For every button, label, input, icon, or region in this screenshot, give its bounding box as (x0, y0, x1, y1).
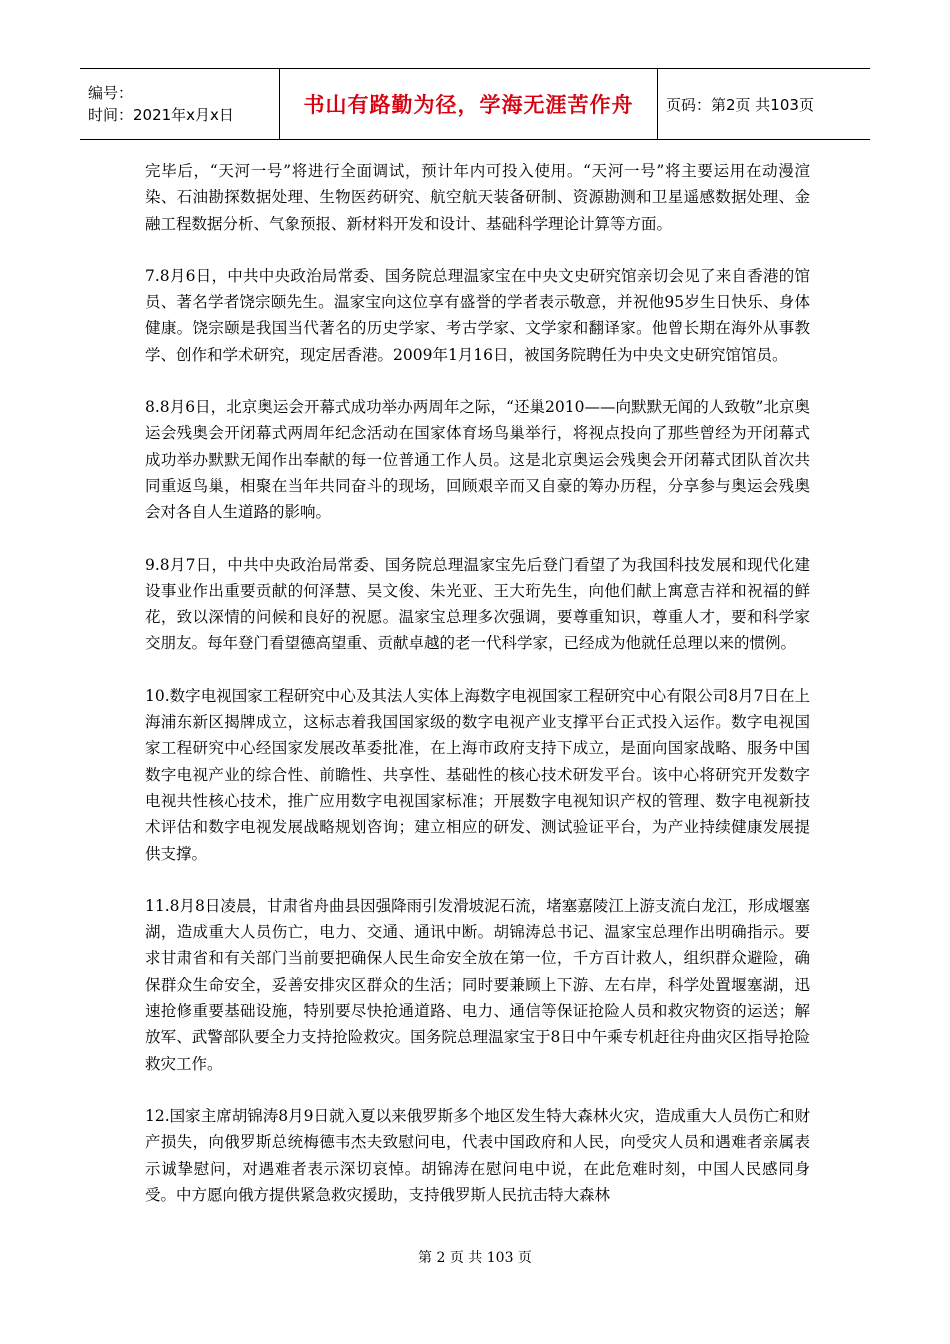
document-body (145, 158, 810, 1234)
header-meta (80, 69, 280, 139)
paragraph: 7.8月6日，中共中央政治局常委、国务院总理温家宝在中央文史研究馆亲切会见了来自香港的馆员、著名学者饶宗颐先生。温家宝向这位享有盛誉的学者表示敬意，并祝他95岁生日快乐、身体健康。饶宗颐是我国当代著名的历史学家、考古学家、文学家和翻译家。他曾长期在海外从事教学、创作和学术研究，现定居香港。2009年1月16日，被国务院聘任为中央文史研究馆馆员。 (145, 266, 810, 364)
document-number-label: 编号： (88, 84, 134, 102)
page-header (80, 68, 870, 140)
paragraph: 8.8月6日，北京奥运会开幕式成功举办两周年之际，“还巢2010——向默默无闻的人致敬”北京奥运会残奥会开闭幕式两周年纪念活动在国家体育场鸟巢举行，将视点投向了那些曾经为开闭幕式成功举办默默无闻作出奉献的每一位普通工作人员。这是北京奥运会残奥会开闭幕式团队首次共同重返鸟巢，相聚在当年共同奋斗的现场，回顾艰辛而又自豪的筹办历程，分享参与奥运会残奥会对各自人生道路的影响。 (145, 398, 810, 522)
paragraph: 12.国家主席胡锦涛8月9日就入夏以来俄罗斯多个地区发生特大森林火灾，造成重大人员伤亡和财产损失，向俄罗斯总统梅德韦杰夫致慰问电，代表中国政府和人民，向受灾人员和遇难者亲属表示诚挚慰问，对遇难者表示深切哀悼。胡锦涛在慰问电中说，在此危难时刻，中国人民感同身受。中方愿向俄方提供紧急救灾援助，支持俄罗斯人民抗击特大森林 (145, 1106, 810, 1204)
paragraph: 完毕后，“天河一号”将进行全面调试，预计年内可投入使用。“天河一号”将主要运用在动漫渲染、石油勘探数据处理、生物医药研究、航空航天装备研制、资源勘测和卫星遥感数据处理、金融工程数据分析、气象预报、新材料开发和设计、基础科学理论计算等方面。 (145, 162, 810, 233)
page-footer (0, 1247, 950, 1267)
header-motto: 书山有路勤为径，学海无涯苦作舟 (303, 93, 634, 117)
paragraph: 10.数字电视国家工程研究中心及其法人实体上海数字电视国家工程研究中心有限公司8月7日在上海浦东新区揭牌成立，这标志着我国国家级的数字电视产业支撑平台正式投入运作。数字电视国家工程研究中心经国家发展改革委批准，在上海市政府支持下成立，是面向国家战略、服务中国数字电视产业的综合性、前瞻性、共享性、基础性的核心技术研发平台。该中心将研究开发数字电视共性核心技术，推广应用数字电视国家标准；开展数字电视知识产权的管理、数字电视新技术评估和数字电视发展战略规划咨询；建立相应的研发、测试验证平台，为产业持续健康发展提供支撑。 (145, 686, 810, 863)
header-page-info: 页码：第2页 共103页 (666, 95, 814, 114)
header-page-info-cell (658, 69, 870, 139)
header-motto-cell (280, 69, 658, 139)
paragraph: 9.8月7日，中共中央政治局常委、国务院总理温家宝先后登门看望了为我国科技发展和现代化建设事业作出重要贡献的何泽慧、吴文俊、朱光亚、王大珩先生，向他们献上寓意吉祥和祝福的鲜花，致以深情的问候和良好的祝愿。温家宝总理多次强调，要尊重知识，尊重人才，要和科学家交朋友。每年登门看望德高望重、贡献卓越的老一代科学家，已经成为他就任总理以来的惯例。 (145, 555, 810, 653)
footer-page-number: 第 2 页 共 103 页 (418, 1250, 532, 1266)
paragraph: 11.8月8日凌晨，甘肃省舟曲县因强降雨引发滑坡泥石流，堵塞嘉陵江上游支流白龙江，形成堰塞湖，造成重大人员伤亡，电力、交通、通讯中断。胡锦涛总书记、温家宝总理作出明确指示。要求甘肃省和有关部门当前要把确保人民生命安全放在第一位，千方百计救人，组织群众避险，确保群众生命安全，妥善安排灾区群众的生活；同时要兼顾上下游、左右岸，科学处置堰塞湖，迅速抢修重要基础设施，特别要尽快抢通道路、电力、通信等保证抢险人员和救灾物资的运送；解放军、武警部队要全力支持抢险救灾。国务院总理温家宝于8日中午乘专机赶往舟曲灾区指导抢险救灾工作。 (145, 896, 810, 1073)
document-date: 时间：2021年x月x日 (88, 106, 234, 124)
